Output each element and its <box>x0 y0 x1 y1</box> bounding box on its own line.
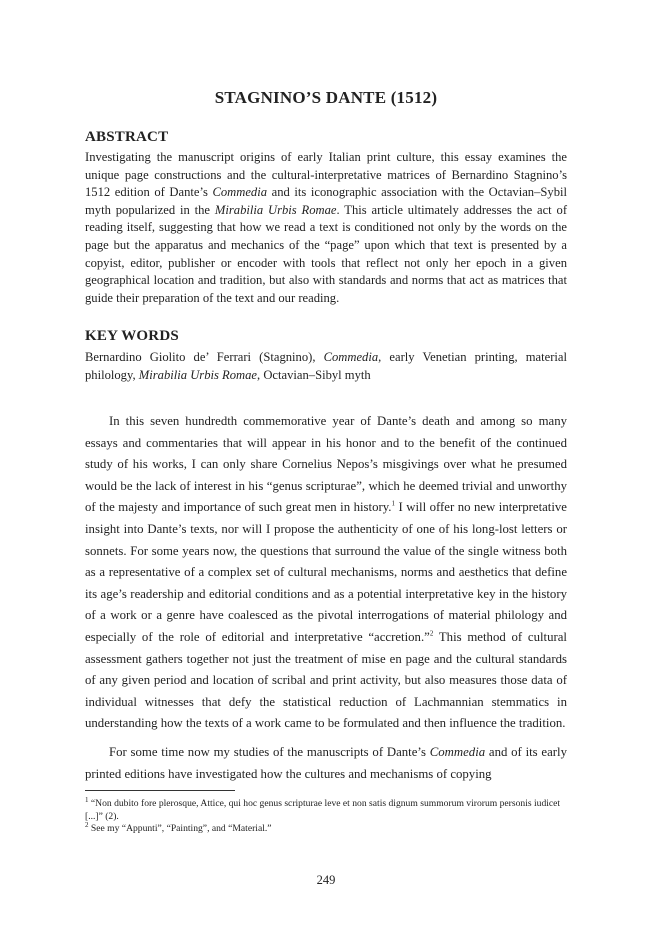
keywords-italic: Commedia <box>323 350 379 364</box>
footnote-mark: 2 <box>85 821 89 829</box>
keywords-italic: Mirabilia Urbis Romae <box>138 368 258 382</box>
abstract-italic-title: Mirabilia Urbis Romae <box>214 202 337 217</box>
footnote-divider <box>85 790 235 791</box>
body-paragraph-1 <box>85 411 567 735</box>
keywords-text <box>85 348 567 384</box>
page-number: 249 <box>316 873 336 887</box>
footnote-ref-1[interactable]: 1 <box>391 500 395 509</box>
article-title: STAGNINO’S DANTE (1512) <box>214 88 438 107</box>
paragraph-text: I will offer no new interpretative insight into Dante’s texts, nor will I propose the authenticity of one of his long-lost letters or sonnets. For some years now, the questions that surround the value of the single witness both as a representative of a complex set of cultural mechanisms, norms and aesthetics that define its age’s readership and editorial conditions and as a potential interpretative key in the history of a work or a genre have coalesced as the pivotal interrogations of material philology and especially of the role of editorial and interpretative “accretion.” <box>85 500 567 644</box>
paragraph-italic: Commedia <box>429 745 486 759</box>
paragraph-text: This method of cultural assessment gathers together not just the treatment of mise en page and the cultural standards of any given period and location of scribal and print activity, but also measures those data of individual witnesses that defy the statistical reduction of Lachmannian stemmatics in understanding how the texts of a work came to be formulated and then influence the tradition. <box>85 629 567 731</box>
footnotes <box>85 795 567 836</box>
abstract-text-part: Investigating the manuscript origins of early Italian print culture, this essay examines the unique page constructions and the cultural-interpretative matrices of Bernardino Stagnino’s 1512 edition of Dante’s <box>85 150 567 200</box>
keywords-part: Bernardino Giolito de’ Ferrari (Stagnino), <box>85 350 324 364</box>
body-paragraph-2 <box>85 742 567 785</box>
footnote-1 <box>85 795 567 823</box>
paragraph-text: In this seven hundredth commemorative year of Dante’s death and among so many essays and commentaries that will appear in his honor and to the benefit of the continued study of his works, I can only share Cornelius Nepos’s misgivings over what he presumed would be the lack of interest in his “genus scripturae”, which he deemed trivial and unworthy of the majesty and importance of such great men in history. <box>85 414 567 515</box>
footnote-text: See my “Appunti”, “Painting”, and “Material.” <box>88 823 272 835</box>
abstract-text <box>85 149 567 307</box>
footnote-2 <box>85 823 567 836</box>
abstract-heading: ABSTRACT <box>85 129 169 145</box>
keywords-part: , early Venetian printing, material philology, <box>85 350 567 382</box>
paragraph-text: For some time now my studies of the manuscripts of Dante’s <box>109 745 430 759</box>
keywords-heading: KEY WORDS <box>85 328 179 344</box>
abstract-text-part: . This article ultimately addresses the act of reading itself, suggesting that how we read a text is conditioned not only by the words on the page but the apparatus and mechanics of the “page” upon which that text is presented by a copyist, editor, publisher or encoder with tools that reflect not only her epoch in a given geographical location and tradition, but also with standards and norms that act as matrices that guide their preparation of the text and our reading. <box>85 202 568 305</box>
footnote-text: “Non dubito fore plerosque, Attice, qui hoc genus scripturae leve et non satis dignum summorum virorum personis iudicet [...]” (2). <box>85 798 561 822</box>
footnote-ref-2[interactable]: 2 <box>429 629 434 638</box>
abstract-text-part: and its iconographic association with the Octavian–Sybil myth popularized in the <box>85 185 567 217</box>
paragraph-text: and of its early printed editions have investigated how the cultures and mechanisms of copying <box>85 745 567 781</box>
keywords-part: , Octavian–Sibyl myth <box>257 368 371 382</box>
footnote-mark: 1 <box>85 795 89 804</box>
abstract-italic-title: Commedia <box>212 185 268 200</box>
